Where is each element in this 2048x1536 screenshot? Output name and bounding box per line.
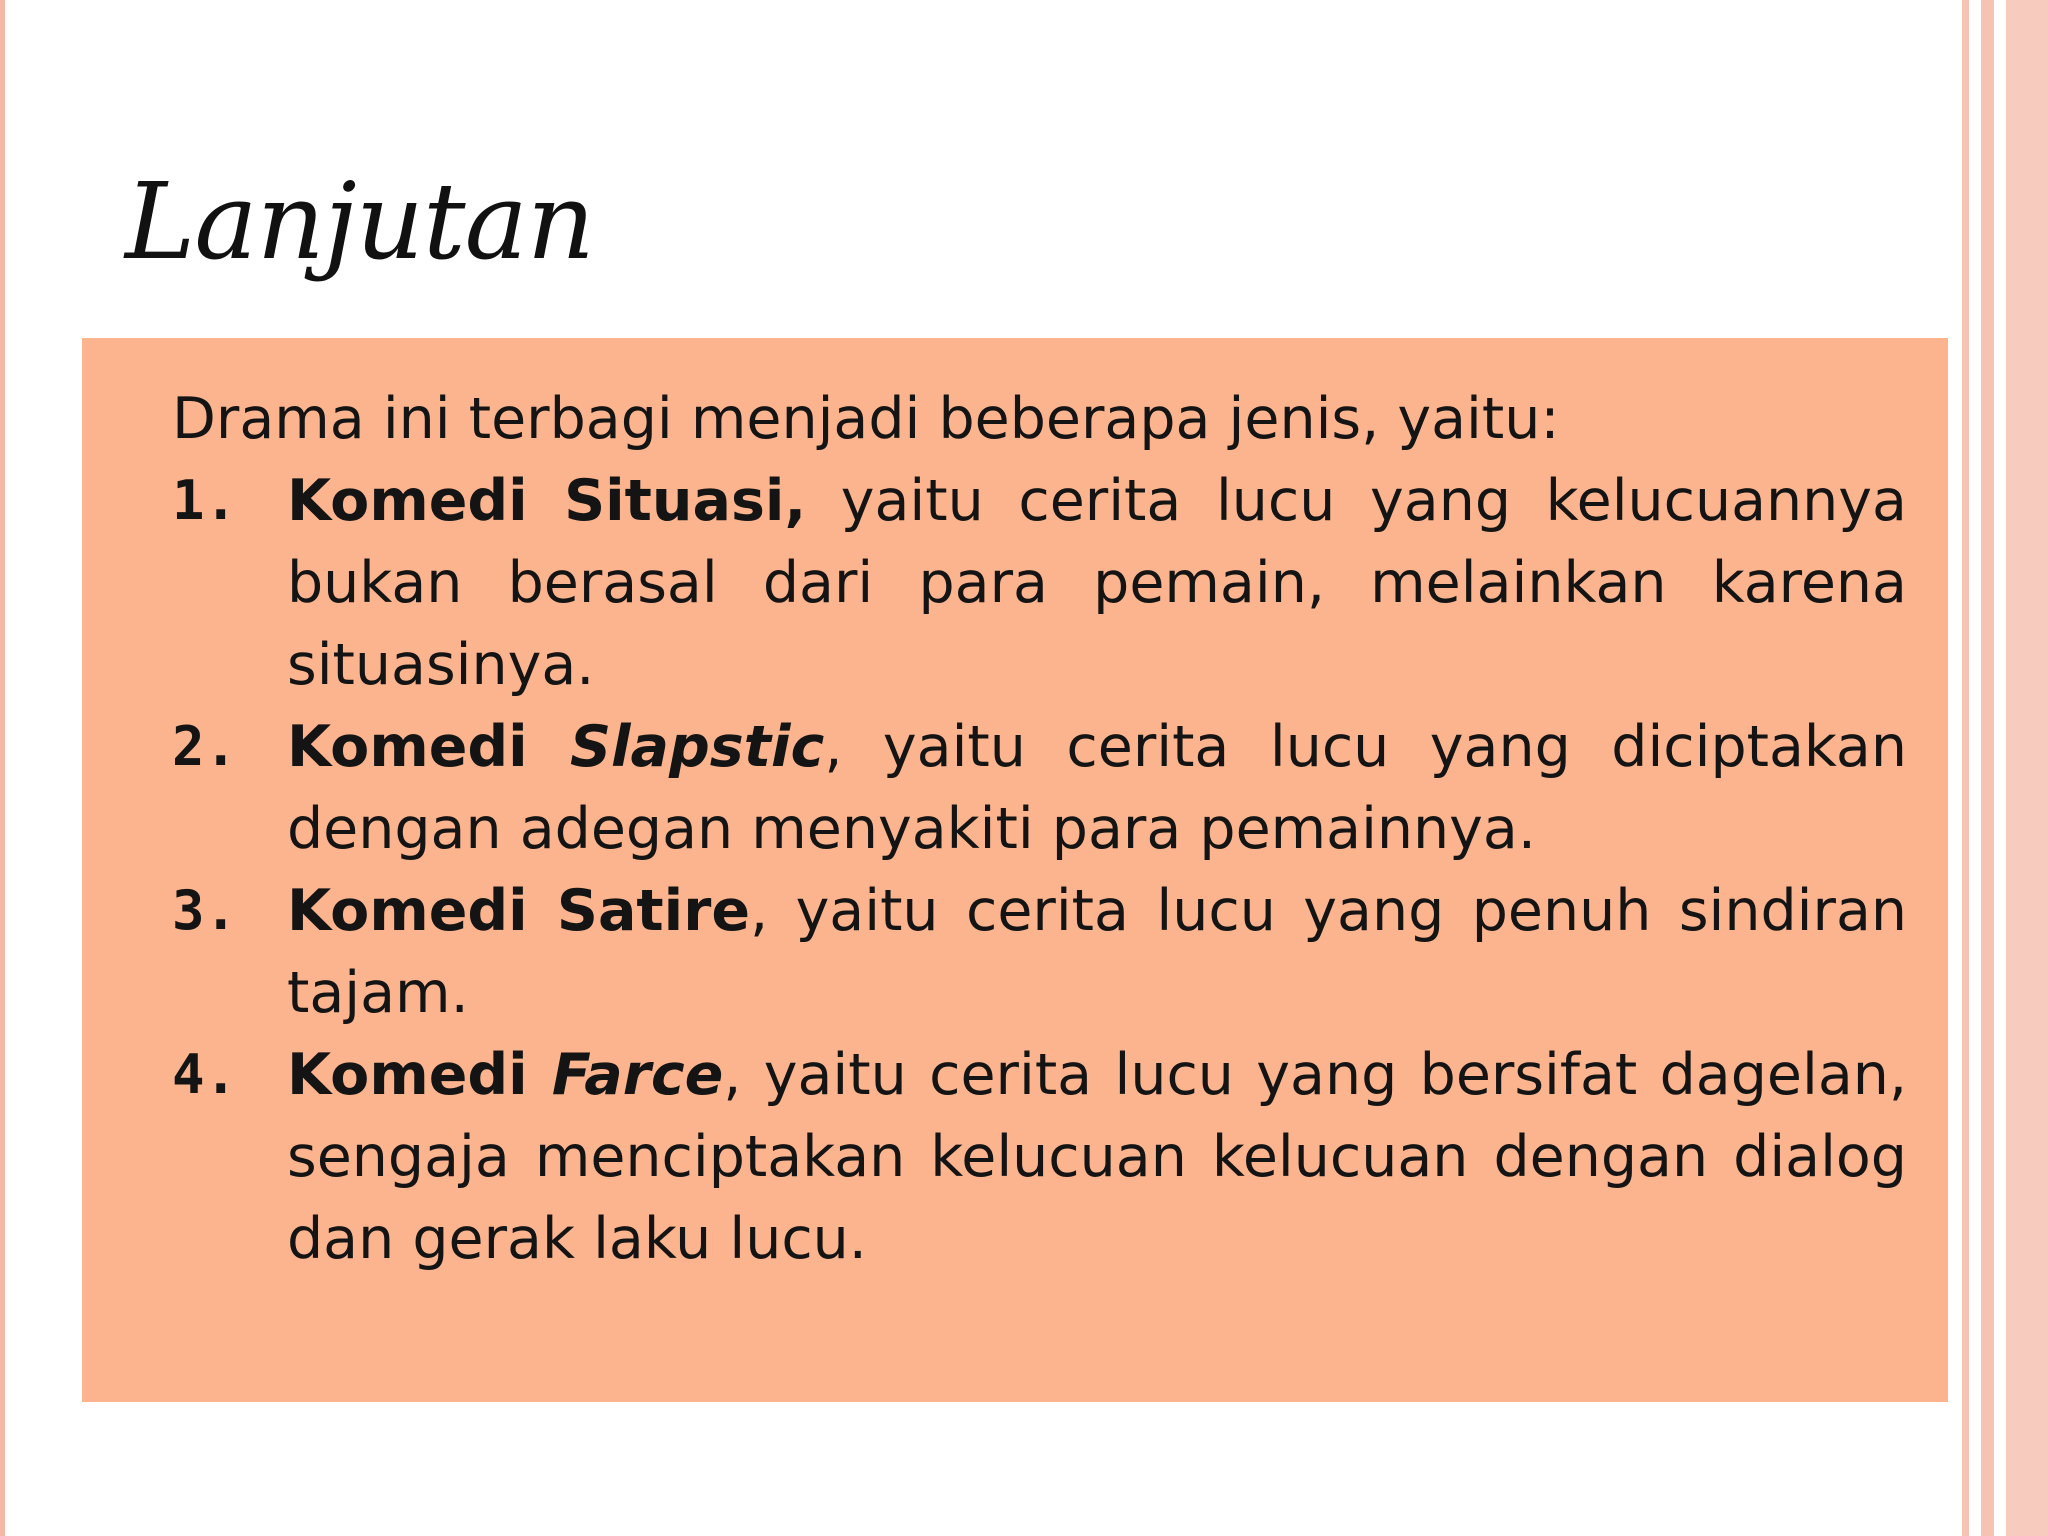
- content-box: [82, 338, 1948, 1402]
- list-item: [172, 706, 1907, 870]
- item-number: 1.: [172, 469, 238, 532]
- item-description: , yaitu cerita lucu yang bersifat dagelan, sengaja menciptakan kelucuan kelucuan dengan dialog dan gerak laku lucu.: [287, 1042, 1907, 1272]
- item-term-italic: Slapstic: [569, 714, 825, 780]
- right-frame-stripe: [1962, 0, 1969, 1536]
- list-item: [172, 1034, 1907, 1280]
- item-term: Komedi: [287, 714, 570, 780]
- list-item: [172, 870, 1907, 1034]
- intro-text: Drama ini terbagi menjadi beberapa jenis, yaitu:: [172, 386, 1560, 452]
- item-term-italic: Farce: [551, 1042, 724, 1108]
- item-number: 2.: [172, 715, 238, 778]
- item-term: Komedi Situasi,: [287, 468, 807, 534]
- item-number: 4.: [172, 1043, 238, 1106]
- item-description: yaitu cerita lucu yang kelucuannya bukan berasal dari para pemain, melainkan karena situasinya.: [287, 468, 1907, 698]
- right-frame-stripe: [1981, 0, 1994, 1536]
- item-term: Komedi: [287, 1042, 552, 1108]
- item-number: 3.: [172, 879, 238, 942]
- comedy-types-list: [172, 460, 1907, 1280]
- left-frame-border: [0, 0, 5, 1536]
- slide-title: Lanjutan: [125, 160, 595, 283]
- list-item: [172, 460, 1907, 706]
- item-description: , yaitu cerita lucu yang diciptakan dengan adegan menyakiti para pemainnya.: [287, 714, 1907, 862]
- item-term: Komedi Satire: [287, 878, 750, 944]
- right-frame-stripe: [2006, 0, 2048, 1536]
- item-description: , yaitu cerita lucu yang penuh sindiran tajam.: [287, 878, 1907, 1026]
